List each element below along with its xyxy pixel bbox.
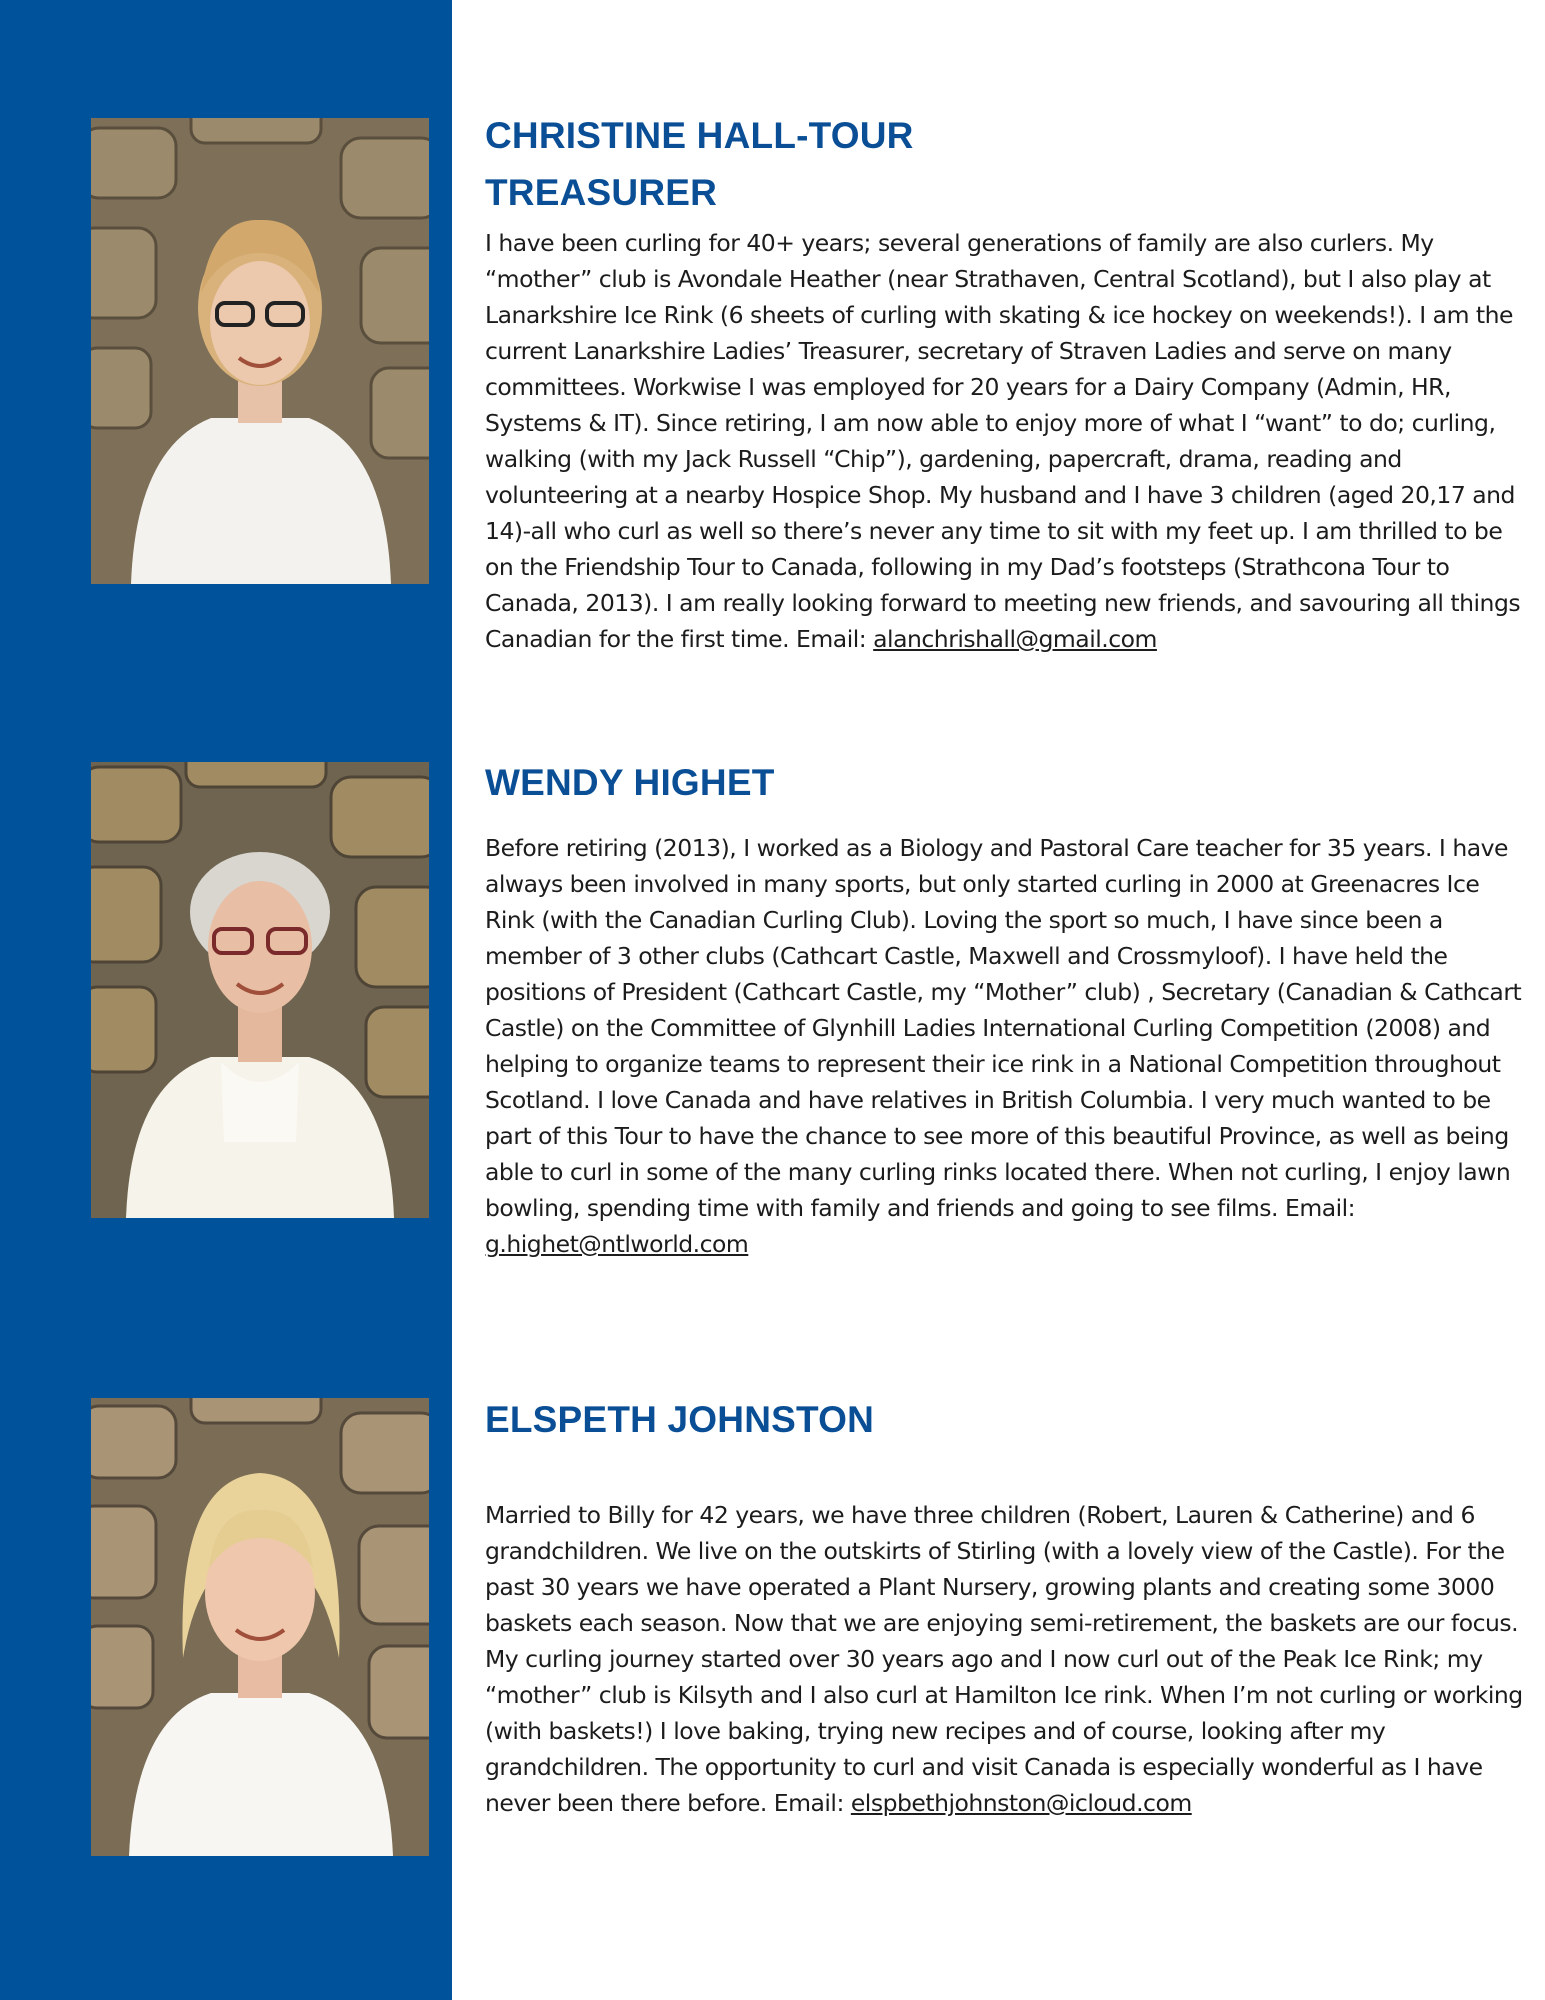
profile-elspeth — [485, 1391, 1530, 1821]
profile-name — [485, 1391, 1530, 1448]
portrait-photo-wendy — [91, 762, 429, 1218]
profile-name-line: CHRISTINE HALL-TOUR — [485, 115, 914, 156]
profile-name-line: WENDY HIGHET — [485, 762, 775, 803]
profile-bio-text: I have been curling for 40+ years; several generations of family are also curlers. My “mother” club is Avondale Heather (near Strathaven, Central Scotland), but I also play at Lanarkshire Ice Rink (6 sheets of curling with skating & ice hockey on weekends!). I am the current Lanarkshire Ladies’ Treasurer, secretary of Straven Ladies and serve on many committees. Workwise I was employed for 20 years for a Dairy Company (Admin, HR, Systems & IT). Since retiring, I am now able to enjoy more of what I “want” to do; curling, walking (with my Jack Russell “Chip”), gardening, papercraft, drama, reading and volunteering at a nearby Hospice Shop. My husband and I have 3 children (aged 20,17 and 14)-all who curl as well so there’s never any time to sit with my feet up. I am thrilled to be on the Friendship Tour to Canada, following in my Dad’s footsteps (Strathcona Tour to Canada, 2013). I am really looking forward to meeting new friends, and savouring all things Canadian for the first time. Email: — [485, 229, 1521, 653]
email-link[interactable]: elspbethjohnston@icloud.com — [850, 1789, 1192, 1817]
portrait-photo-elspeth — [91, 1398, 429, 1856]
email-link[interactable]: g.highet@ntlworld.com — [485, 1230, 749, 1258]
profile-role-line: TREASURER — [485, 172, 718, 213]
profile-bio — [485, 1497, 1530, 1821]
profile-name — [485, 107, 1530, 221]
profile-bio — [485, 830, 1530, 1262]
profile-bio-text: Married to Billy for 42 years, we have three children (Robert, Lauren & Catherine) and 6 grandchildren. We live on the outskirts of Stirling (with a lovely view of the Castle). For the past 30 years we have operated a Plant Nursery, growing plants and creating some 3000 baskets each season. Now that we are enjoying semi-retirement, the baskets are our focus. My curling journey started over 30 years ago and I now curl out of the Peak Ice Rink; my “mother” club is Kilsyth and I also curl at Hamilton Ice rink. When I’m not curling or working (with baskets!) I love baking, trying new recipes and of course, looking after my grandchildren. The opportunity to curl and visit Canada is especially wonderful as I have never been there before. Email: — [485, 1501, 1523, 1817]
profile-name-line: ELSPETH JOHNSTON — [485, 1399, 875, 1440]
profile-name — [485, 754, 1530, 811]
profile-christine — [485, 107, 1530, 657]
portrait-photo-christine — [91, 118, 429, 584]
profile-bio-text: Before retiring (2013), I worked as a Biology and Pastoral Care teacher for 35 years. I have always been involved in many sports, but only started curling in 2000 at Greenacres Ice Rink (with the Canadian Curling Club). Loving the sport so much, I have since been a member of 3 other clubs (Cathcart Castle, Maxwell and Crossmyloof). I have held the positions of President (Cathcart Castle, my “Mother” club) , Secretary (Canadian & Cathcart Castle) on the Committee of Glynhill Ladies International Curling Competition (2008) and helping to organize teams to represent their ice rink in a National Competition throughout Scotland. I love Canada and have relatives in British Columbia. I very much wanted to be part of this Tour to have the chance to see more of this beautiful Province, as well as being able to curl in some of the many curling rinks located there. When not curling, I enjoy lawn bowling, spending time with family and friends and going to see films. Email: — [485, 834, 1522, 1222]
profile-wendy — [485, 754, 1530, 1262]
email-link[interactable]: alanchrishall@gmail.com — [873, 625, 1157, 653]
profile-bio — [485, 225, 1530, 657]
